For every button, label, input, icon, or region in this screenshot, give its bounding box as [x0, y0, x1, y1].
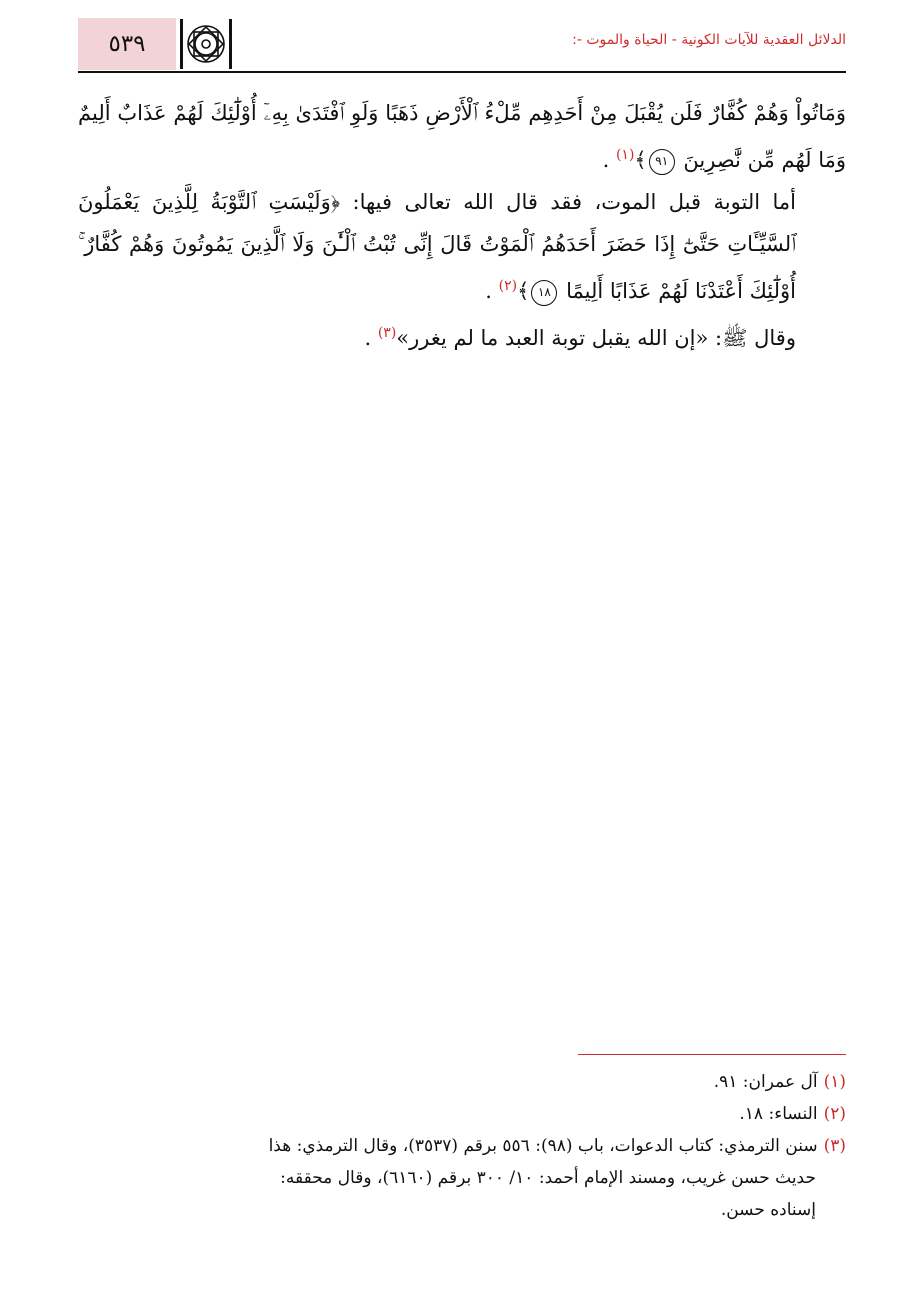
- footnote-2: [78, 1098, 846, 1130]
- verse-1: [78, 92, 846, 181]
- verse-1-line-2: لَهُمْ عَذَابٌ أَلِيمٌ وَمَا لَهُم مِّن نَّٰصِرِينَ: [78, 101, 846, 172]
- footnote-number: (٣): [823, 1136, 846, 1156]
- page-number: ٥٣٩: [78, 18, 176, 70]
- footnote-text: آل عمران: ٩١.: [713, 1072, 818, 1092]
- footnote-number: (١): [823, 1072, 846, 1092]
- footnote-divider: [578, 1054, 846, 1055]
- footnote-number: (٢): [823, 1104, 846, 1124]
- verse-1-line-1: وَمَاتُواْ وَهُمْ كُفَّارٌ فَلَن يُقْبَلَ مِنْ أَحَدِهِم مِّلْءُ ٱلْأَرْضِ ذَهَبًا وَلَوِ ٱفْتَدَىٰ بِهِۦٓ أُوْلَٰٓئِكَ: [210, 101, 846, 125]
- paragraph-3: [78, 312, 846, 359]
- footnote-3: [78, 1130, 846, 1162]
- paragraph-2: [78, 181, 846, 312]
- verse-2: وَلَيْسَتِ ٱلتَّوْبَةُ لِلَّذِينَ يَعْمَلُونَ ٱلسَّيِّـَٔاتِ حَتَّىٰٓ إِذَا حَضَرَ أَحَدَهُمُ ٱلْمَوْتُ قَالَ إِنِّى تُبْتُ ٱلْـَٰٔنَ وَلَا ٱلَّذِينَ يَمُوتُونَ وَهُمْ كُفَّارٌ ۚ أُوْلَٰٓئِكَ أَعْتَدْنَا لَهُمْ عَذَابًا أَلِيمًا: [78, 190, 796, 303]
- main-text: [78, 92, 846, 359]
- footnote-ref-2: (٢): [498, 278, 518, 294]
- quote-close: ﴾: [517, 279, 530, 303]
- footnote-1: [78, 1066, 846, 1098]
- quote-close: ﴾: [634, 148, 647, 172]
- header-rule: [78, 71, 846, 73]
- footnote-text: النساء: ١٨.: [739, 1104, 818, 1124]
- period: .: [485, 279, 492, 303]
- para-2-intro: أما التوبة قبل الموت، فقد قال الله تعالى فيها: ﴿: [330, 190, 797, 214]
- period: .: [602, 148, 610, 172]
- footnote-3-continued: إسناده حسن.: [720, 1200, 816, 1220]
- page-header: [78, 18, 846, 72]
- footnote-3-continued: حديث حسن غريب، ومسند الإمام أحمد: ١٠/ ٣٠٠ برقم (٦١٦٠)، وقال محققه:: [280, 1168, 816, 1188]
- footnote-text: سنن الترمذي: كتاب الدعوات، باب (٩٨): ٥٥٦ برقم (٣٥٣٧)، وقال الترمذي: هذا: [268, 1136, 818, 1156]
- footnote-ref-3: (٣): [377, 325, 397, 341]
- footnote-ref-1: (١): [615, 147, 635, 163]
- para-3-text: وقال ﷺ: «إن الله يقبل توبة العبد ما لم يغرر»: [396, 326, 796, 350]
- ornament-icon: [178, 18, 234, 70]
- ayah-number: ١٨: [531, 280, 557, 306]
- running-title: الدلائل العقدية للآيات الكونية - الحياة والموت -:: [572, 32, 846, 48]
- footnotes: [78, 1066, 846, 1226]
- period: .: [364, 326, 372, 350]
- ayah-number: ٩١: [649, 149, 675, 175]
